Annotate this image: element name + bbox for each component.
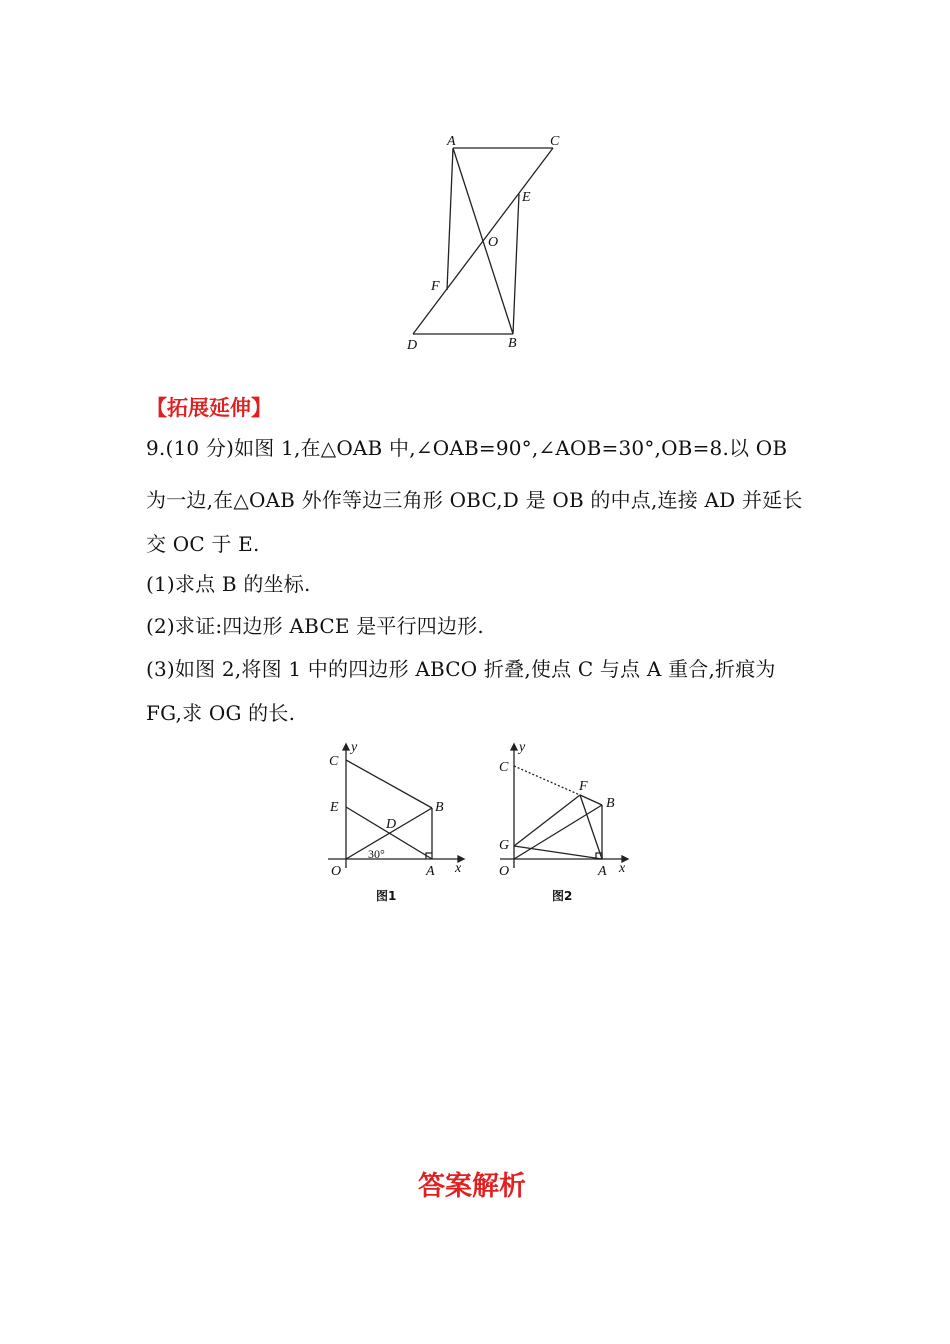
fig2-label-O: O: [499, 864, 510, 879]
problem-line-7: FG,求 OG 的长.: [146, 701, 296, 725]
figure-2: [494, 738, 644, 910]
fig1-label-x: x: [455, 861, 462, 876]
label-F: F: [431, 279, 440, 294]
fig1-label-A: A: [426, 864, 435, 879]
label-E: E: [522, 190, 531, 205]
fig2-label-F: F: [579, 779, 588, 794]
fig2-label-G: G: [499, 838, 510, 853]
segment-FA: [580, 795, 602, 859]
segment-AF: [447, 148, 453, 290]
label-D: D: [407, 338, 418, 353]
problem-line-4: (1)求点 B 的坐标.: [146, 572, 311, 596]
fig2-label-x: x: [619, 861, 626, 876]
fig2-label-B: B: [606, 796, 615, 811]
segment-AB: [453, 148, 513, 334]
figure-1: [322, 738, 472, 910]
fig2-label-A: A: [598, 864, 607, 879]
y-axis-arrow: [343, 744, 349, 750]
fig1-label-D: D: [386, 817, 397, 832]
answer-heading: 答案解析: [418, 1171, 526, 1202]
figure-1-caption: 图1: [376, 889, 397, 903]
segment-CB: [346, 760, 432, 808]
fig1-label-y: y: [351, 740, 358, 755]
fig1-label-B: B: [435, 800, 444, 815]
segment-EB: [513, 194, 519, 334]
segment-CF-dotted: [514, 766, 580, 795]
label-A: A: [447, 134, 456, 149]
section-heading: 【拓展延伸】: [146, 396, 272, 420]
problem-line-3: 交 OC 于 E.: [146, 532, 260, 556]
problem-line-1: 9.(10 分)如图 1,在△OAB 中,∠OAB=90°,∠AOB=30°,OB=8.以 OB: [146, 436, 788, 460]
top-geometry-figure: [395, 128, 575, 358]
problem-line-6: (3)如图 2,将图 1 中的四边形 ABCO 折叠,使点 C 与点 A 重合,折痕为: [146, 657, 776, 681]
segment-OB: [514, 805, 602, 859]
fig1-label-angle: 30°: [368, 847, 385, 861]
label-O: O: [488, 235, 499, 250]
fig1-label-E: E: [330, 800, 339, 815]
label-B: B: [508, 336, 517, 351]
fig1-label-C: C: [329, 754, 339, 769]
y-axis-arrow: [511, 744, 517, 750]
fig2-label-C: C: [499, 760, 509, 775]
problem-line-5: (2)求证:四边形 ABCE 是平行四边形.: [146, 614, 484, 638]
segment-GA: [514, 846, 602, 859]
figure-2-caption: 图2: [552, 889, 573, 903]
label-C: C: [550, 134, 560, 149]
problem-line-2: 为一边,在△OAB 外作等边三角形 OBC,D 是 OB 的中点,连接 AD 并延长: [146, 488, 803, 512]
fig1-label-O: O: [331, 864, 342, 879]
fig2-label-y: y: [519, 740, 526, 755]
